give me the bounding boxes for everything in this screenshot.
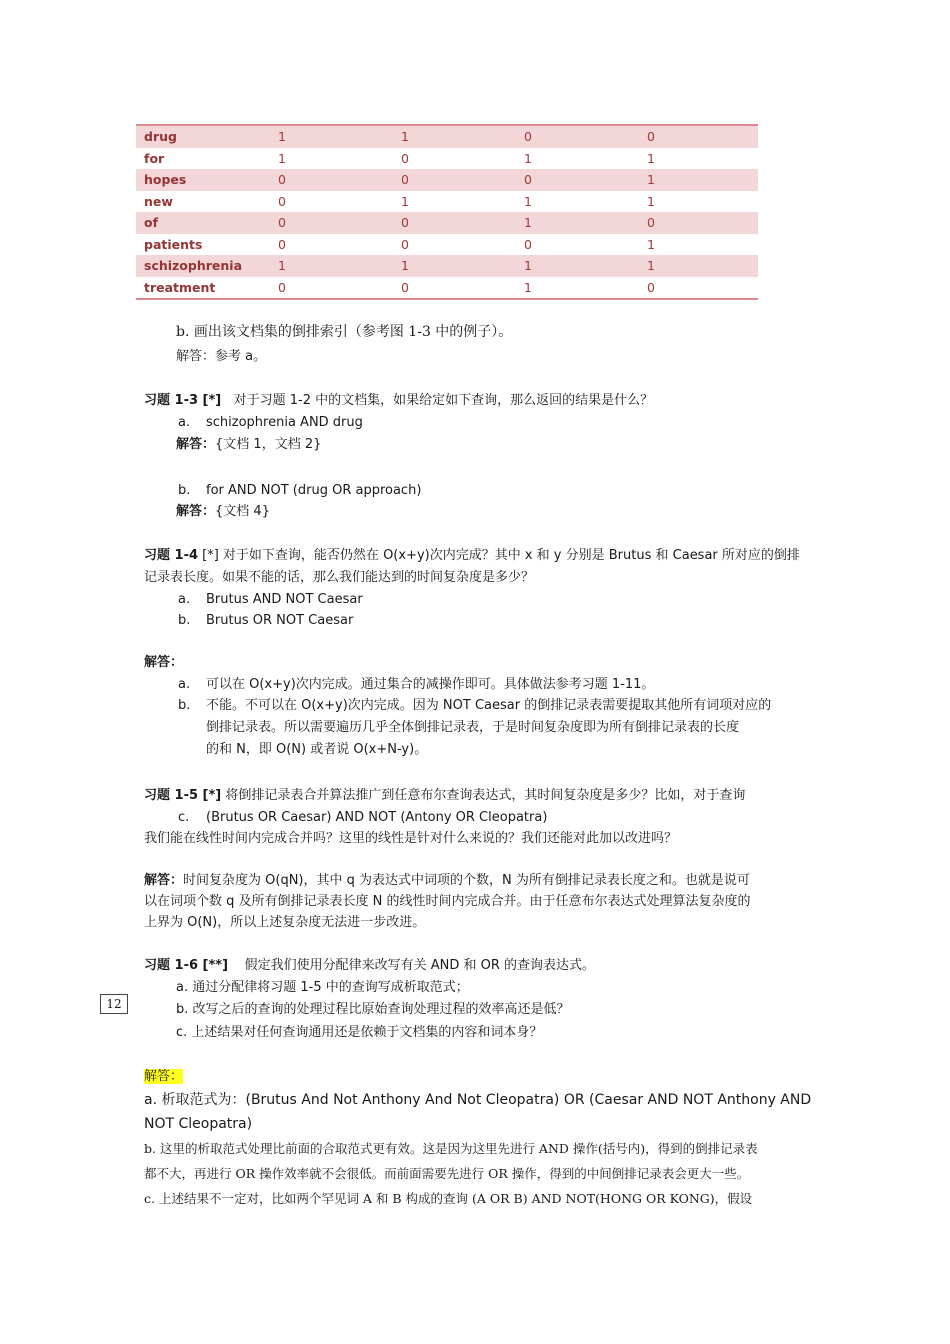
exercise-text: 记录表长度。如果不能的话，那么我们能达到的时间复杂度是多少？: [144, 570, 535, 585]
answer-label: 解答：: [144, 655, 184, 670]
answer-text: 以在词项个数 q 及所有倒排记录表长度 N 的线性时间内完成合并。由于任意布尔表达式处理算法复杂度的: [144, 894, 751, 909]
answer-text: 可以在 O(x+y)次内完成。通过集合的减操作即可。具体做法参考习题 1-11。: [206, 677, 655, 692]
exercise-text: 假定我们使用分配律来改写有关 AND 和 OR 的查询表达式。: [244, 958, 595, 973]
list-marker: b.: [178, 698, 191, 713]
term-cell: for: [144, 150, 165, 166]
exercise-1-3-heading: [144, 392, 653, 410]
term-cell: drug: [136, 125, 270, 148]
value-cell: 1: [393, 255, 516, 277]
term-cell: patients: [144, 236, 203, 252]
value-cell: 0: [401, 150, 409, 166]
value-cell: 1: [516, 255, 639, 277]
answer-label: 解答：: [176, 437, 216, 452]
value-cell: 1: [524, 150, 532, 166]
exercise-1-6-heading: [144, 957, 595, 975]
value-cell: 0: [270, 277, 393, 300]
value-cell: 1: [516, 277, 639, 300]
value-cell: 0: [516, 169, 639, 191]
exercise-text: [*] 对于如下查询，能否仍然在 O(x+y)次内完成？其中 x 和 y 分别是 Brutus 和 Caesar 所对应的倒排: [202, 548, 800, 563]
answer-text: 不能。不可以在 O(x+y)次内完成。因为 NOT Caesar 的倒排记录表需要提取其他所有词项对应的: [206, 698, 772, 713]
list-marker: b.: [178, 613, 191, 628]
list-marker: b.: [178, 483, 191, 498]
highlighted-answer-label: 解答：: [144, 1069, 184, 1084]
value-cell: 0: [278, 193, 286, 209]
answer-b: 解答：参考 a。: [176, 349, 267, 364]
answer-text: NOT Cleopatra): [144, 1116, 253, 1132]
value-cell: 0: [516, 125, 639, 148]
table-row: [136, 191, 758, 213]
value-cell: 1: [647, 193, 655, 209]
table-row: [136, 212, 758, 234]
table-row: [136, 255, 758, 277]
value-cell: 1: [278, 150, 286, 166]
answer-line: [144, 872, 750, 890]
exercise-title: 习题 1-5 [*]: [144, 788, 222, 803]
answer-text: 时间复杂度为 O(qN)，其中 q 为表达式中词项的个数，N 为所有倒排记录表长度之和。也就是说可: [183, 873, 750, 888]
term-cell: treatment: [136, 277, 270, 300]
term-cell: of: [136, 212, 270, 234]
value-cell: 0: [393, 277, 516, 300]
exercise-text: 我们能在线性时间内完成合并吗？这里的线性是针对什么来说的？我们还能对此加以改进吗？: [144, 831, 678, 846]
value-cell: 0: [639, 212, 758, 234]
exercise-item: c. 上述结果对任何查询通用还是依赖于文档集的内容和词本身？: [176, 1025, 543, 1040]
exercise-item: a. 通过分配律将习题 1-5 中的查询写成析取范式；: [176, 980, 469, 995]
answer-value: {文档 1，文档 2}: [215, 437, 322, 452]
query-text: schizophrenia AND drug: [206, 415, 363, 430]
exercise-title: 习题 1-6 [**]: [144, 958, 229, 973]
exercise-text: 将倒排记录表合并算法推广到任意布尔查询表达式，其时间复杂度是多少？比如，对于查询: [225, 788, 746, 803]
query-text: Brutus OR NOT Caesar: [206, 613, 354, 628]
answer-text: b. 这里的析取范式处理比前面的合取范式更有效。这是因为这里先进行 AND 操作(括号内)，得到的倒排记录表: [144, 1141, 758, 1156]
value-cell: 0: [278, 236, 286, 252]
table-row: [136, 148, 758, 170]
query-text: for AND NOT (drug OR approach): [206, 483, 422, 498]
answer-line: [176, 436, 321, 454]
answer-label: 解答：: [176, 504, 216, 519]
value-cell: 1: [639, 169, 758, 191]
answer-label: 解答：: [144, 873, 184, 888]
list-marker: a.: [178, 677, 191, 692]
exercise-item: b. 改写之后的查询的处理过程比原始查询处理过程的效率高还是低？: [176, 1002, 570, 1017]
table-row: [136, 234, 758, 256]
list-marker: a.: [178, 415, 191, 430]
value-cell: 1: [401, 193, 409, 209]
query-text: (Brutus OR Caesar) AND NOT (Antony OR Cleopatra): [206, 810, 548, 825]
value-cell: 0: [401, 236, 409, 252]
term-cell: new: [144, 193, 173, 209]
value-cell: 1: [647, 236, 655, 252]
value-cell: 1: [516, 212, 639, 234]
answer-text: 的和 N，即 O(N) 或者说 O(x+N-y)。: [206, 742, 428, 757]
answer-text: 倒排记录表。所以需要遍历几乎全体倒排记录表，于是时间复杂度即为所有倒排记录表的长度: [206, 720, 740, 735]
exercise-title: 习题 1-3 [*]: [144, 393, 222, 408]
value-cell: 0: [524, 236, 532, 252]
exercise-title: 习题 1-4: [144, 548, 199, 563]
list-marker: c.: [178, 810, 190, 825]
value-cell: 0: [393, 169, 516, 191]
query-text: Brutus AND NOT Caesar: [206, 592, 363, 607]
table-row: [136, 277, 758, 300]
list-marker: a.: [178, 592, 191, 607]
value-cell: 0: [270, 212, 393, 234]
answer-line: [176, 503, 270, 521]
exercise-1-4-heading: [144, 547, 800, 565]
value-cell: 0: [639, 277, 758, 300]
value-cell: 0: [639, 125, 758, 148]
term-cell: hopes: [136, 169, 270, 191]
value-cell: 1: [647, 150, 655, 166]
value-cell: 1: [270, 125, 393, 148]
page-number: 12: [100, 994, 128, 1014]
incidence-matrix-table: [136, 124, 758, 300]
value-cell: 1: [270, 255, 393, 277]
answer-text: 上界为 O(N)，所以上述复杂度无法进一步改进。: [144, 915, 426, 930]
table-row: [136, 169, 758, 191]
exercise-1-5-heading: [144, 787, 745, 805]
value-cell: 0: [270, 169, 393, 191]
value-cell: 1: [524, 193, 532, 209]
value-cell: 0: [393, 212, 516, 234]
answer-text: a. 析取范式为：(Brutus And Not Anthony And Not Cleopatra) OR (Caesar AND NOT Anthony AND: [144, 1092, 812, 1108]
answer-text: c. 上述结果不一定对，比如两个罕见词 A 和 B 构成的查询 (A OR B) AND NOT(HONG OR KONG)，假设: [144, 1191, 753, 1206]
exercise-text: 对于习题 1-2 中的文档集，如果给定如下查询，那么返回的结果是什么？: [233, 393, 654, 408]
term-cell: schizophrenia: [136, 255, 270, 277]
answer-text: 都不大，再进行 OR 操作效率就不会很低。而前面需要先进行 OR 操作，得到的中间倒排记录表会更大一些。: [144, 1166, 750, 1181]
table-row: [136, 125, 758, 148]
value-cell: 1: [393, 125, 516, 148]
value-cell: 1: [639, 255, 758, 277]
answer-value: {文档 4}: [215, 504, 270, 519]
question-b: b. 画出该文档集的倒排索引（参考图 1-3 中的例子）。: [176, 324, 513, 340]
